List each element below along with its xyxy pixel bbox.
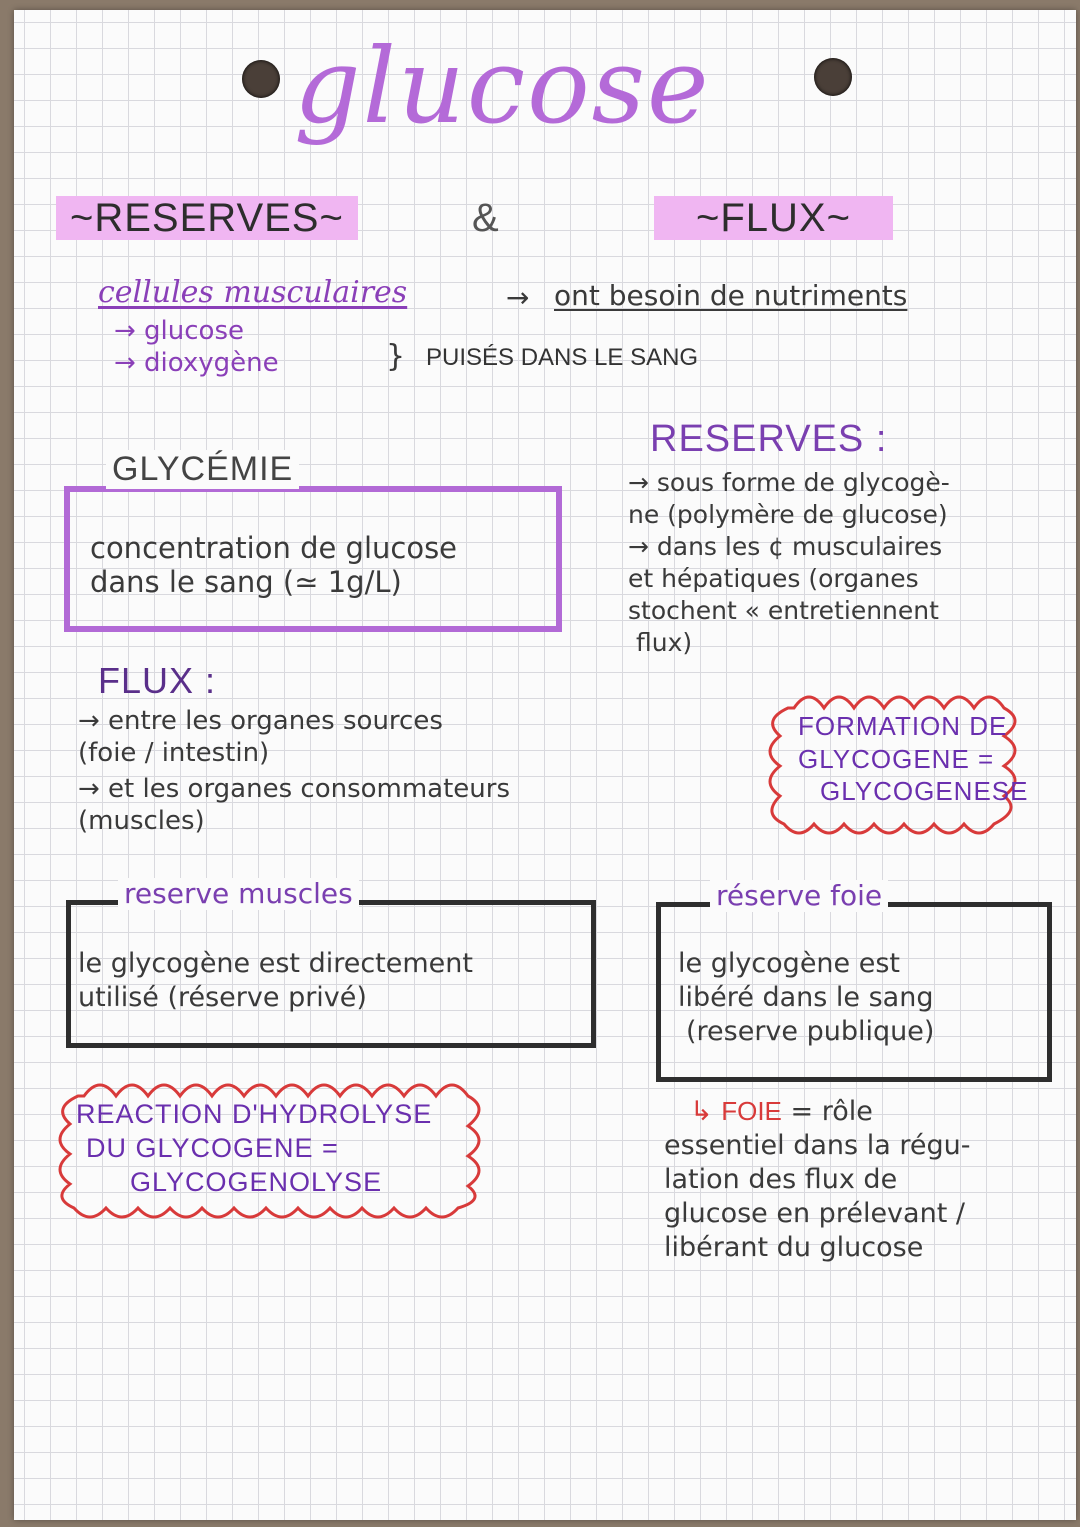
reserves-heading: RESERVES : [650, 418, 888, 460]
foie-note-line4: glucose en prélevant / [664, 1198, 965, 1229]
foie-note-line5: libérant du glucose [664, 1232, 924, 1263]
reserves-line2: ne (polymère de glucose) [628, 500, 948, 529]
glycemie-line2: dans le sang (≃ 1g/L) [90, 565, 402, 599]
reserves-line3: → dans les ¢ musculaires [628, 532, 943, 561]
reserve-foie-label: réserve foie [710, 880, 888, 912]
flux-heading: FLUX : [98, 660, 217, 701]
foie-note-line1: = rôle [790, 1096, 873, 1127]
intro-cells-text: cellules musculaires [98, 275, 408, 310]
foie-note-arrow: ↳ [690, 1096, 713, 1127]
cloud-formation-text [798, 710, 1028, 808]
intro-arrow: → [506, 281, 530, 314]
flux-line3: → et les organes consommateurs [78, 774, 511, 804]
foie-note-line2: essentiel dans la régu- [664, 1130, 971, 1161]
binder-hole-right [814, 58, 852, 96]
header-flux-label: ~FLUX~ [654, 196, 893, 240]
header-ampersand: & [472, 196, 500, 240]
binder-hole-left [242, 60, 280, 98]
cloud-hydrolyse-line2: DU GLYCOGENE = [86, 1132, 339, 1163]
cloud-hydrolyse-line1: REACTION D'HYDROLYSE [76, 1099, 433, 1129]
foie-note-keyword: FOIE [721, 1096, 782, 1126]
reserve-foie-line2: libéré dans le sang [678, 982, 934, 1013]
intro-cells [98, 276, 407, 311]
intro-need [554, 280, 907, 312]
intro-source: PUISÉS DANS LE SANG [426, 344, 699, 371]
cloud-hydrolyse-text [76, 1098, 432, 1199]
cloud-formation-line3: GLYCOGENESE [820, 776, 1029, 806]
reserves-line6: flux) [636, 628, 693, 657]
flux-line4: (muscles) [78, 806, 205, 836]
cloud-formation-line1: FORMATION DE [798, 711, 1008, 741]
foie-note-first-line [690, 1096, 873, 1127]
cloud-hydrolyse-line3: GLYCOGENOLYSE [130, 1166, 383, 1197]
header-flux [654, 196, 893, 241]
intro-need-text: ont besoin de nutriments [554, 279, 908, 312]
reserve-muscles-line2: utilisé (réserve privé) [78, 982, 367, 1013]
foie-note-line3: lation des flux de [664, 1164, 898, 1195]
notebook-page [14, 10, 1076, 1520]
page-title: glucose [294, 25, 711, 147]
reserves-line4: et hépatiques (organes [628, 564, 919, 593]
header-reserves [56, 196, 358, 241]
intro-brace: } [386, 339, 406, 374]
reserve-foie-line3: (reserve publique) [686, 1016, 935, 1047]
flux-line1: → entre les organes sources [78, 706, 443, 736]
intro-item-dioxygene: → dioxygène [114, 348, 279, 378]
header-reserves-label: ~RESERVES~ [56, 196, 358, 240]
glycemie-label: GLYCÉMIE [106, 450, 299, 489]
flux-line2: (foie / intestin) [78, 738, 270, 768]
reserve-muscles-line1: le glycogène est directement [78, 948, 473, 979]
cloud-formation-line2: GLYCOGENE = [798, 743, 995, 774]
intro-item-glucose: → glucose [114, 316, 244, 346]
reserve-muscles-label: reserve muscles [118, 878, 359, 910]
glycemie-line1: concentration de glucose [90, 531, 458, 565]
reserves-line1: → sous forme de glycogè- [628, 468, 950, 497]
reserve-foie-line1: le glycogène est [678, 948, 900, 979]
reserves-line5: stochent « entretiennent [628, 596, 939, 625]
